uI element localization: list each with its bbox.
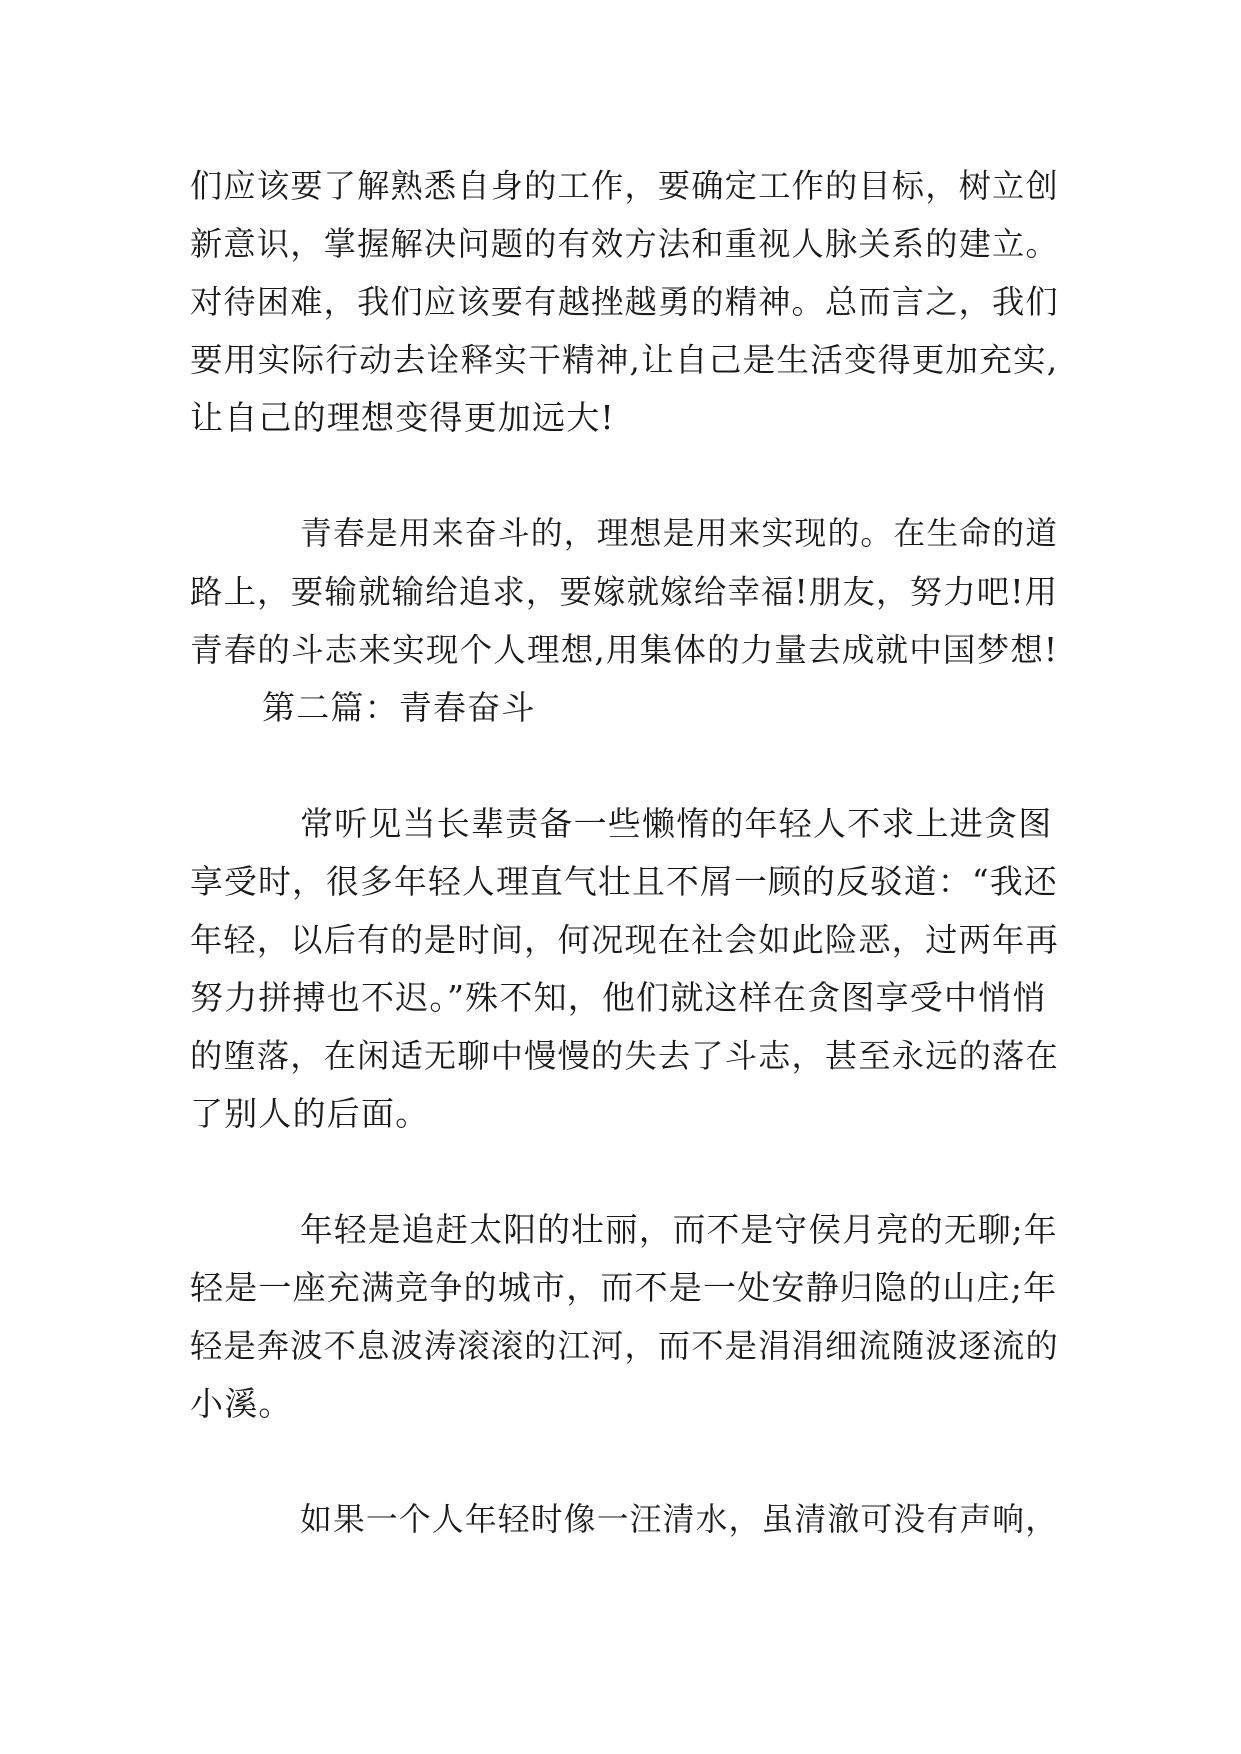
paragraph-first-line: 青春是用来奋斗的，理想是用来实现的。在生命的道 [300,516,1059,552]
text-line: 的堕落，在闲适无聊中慢慢的失去了斗志，甚至永远的落在 [190,1037,1059,1075]
text-line: 对待困难，我们应该要有越挫越勇的精神。总而言之，我们 [190,283,1059,321]
text-line: 了别人的后面。 [190,1094,430,1133]
text-line: 轻是奔波不息波涛滚滚的江河，而不是涓涓细流随波逐流的 [190,1327,1059,1365]
text-line: 轻是一座充满竞争的城市，而不是一处安静归隐的山庄;年 [190,1268,1058,1307]
text-line: 青春的斗志来实现个人理想,用集体的力量去成就中国梦想! [190,631,1059,669]
text-line: 小溪。 [190,1384,293,1423]
text-line: 路上，要输就输给追求，要嫁就嫁给幸福!朋友，努力吧!用 [190,573,1059,611]
text-line: 们应该要了解熟悉自身的工作，要确定工作的目标，树立创 [190,167,1059,205]
text-line: 享受时，很多年轻人理直气壮且不屑一顾的反驳道：“我还 [190,863,1058,901]
text-line: 努力拼搏也不迟。”殊不知，他们就这样在贪图享受中悄悄 [190,978,1047,1017]
paragraph-first-line: 如果一个人年轻时像一汪清水，虽清澈可没有声响， [300,1502,1059,1538]
paragraph-first-line: 年轻是追赶太阳的壮丽，而不是守侯月亮的无聊;年 [300,1211,1058,1249]
section-heading: 第二篇：青春奋斗 [262,688,536,727]
text-line: 要用实际行动去诠释实干精神,让自己是生活变得更加充实, [190,341,1059,379]
text-line: 年轻，以后有的是时间，何况现在社会如此险恶，过两年再 [190,921,1059,959]
paragraph-first-line: 常听见当长辈责备一些懒惰的年轻人不求上进贪图 [300,804,1053,843]
text-line: 让自己的理想变得更加远大! [190,398,615,437]
text-line: 新意识，掌握解决问题的有效方法和重视人脉关系的建立。 [190,225,1059,263]
